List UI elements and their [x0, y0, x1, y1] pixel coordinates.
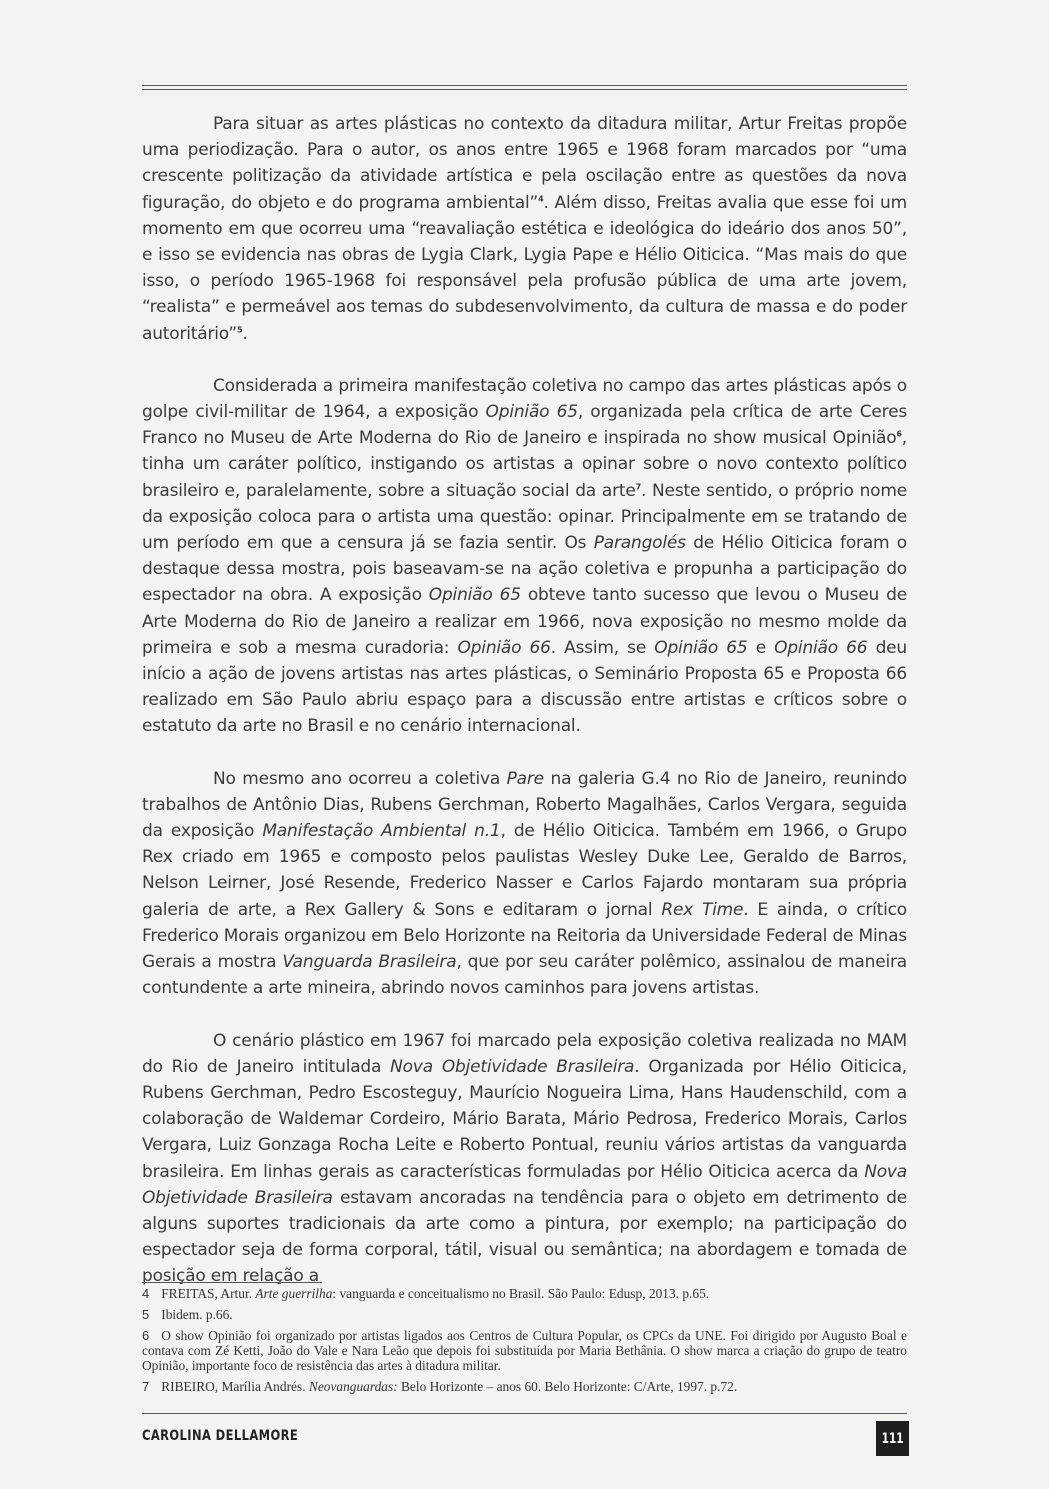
text-run: Belo Horizonte – anos 60. Belo Horizonte: C/Arte, 1997. p.72. [397, 1379, 738, 1394]
text-run: O show Opinião foi organizado por artistas ligados aos Centros de Cultura Popular, os CPCs da UNE. Foi dirigido por Augusto Boal e contava com Zé Ketti, João do Vale e Nara Leão que depois foi substituída por Maria Bethânia. O show marca a criação do grupo de teatro Opinião, importante foco de resistência das artes à ditadura militar. [142, 1328, 907, 1373]
text-run: deu início a ação de jovens artistas nas artes plásticas, o Seminário Proposta 65 e Proposta 66 realizado em São Paulo abriu espaço para a discussão entre artistas e críticos sobre o estatuto da arte no Brasil e no cenário internacional. [142, 637, 908, 737]
italic-text: Opinião 65 [428, 585, 521, 606]
body-text [142, 111, 907, 1290]
footnotes [142, 1286, 907, 1400]
text-run: . Neste sentido, o próprio nome da exposição coloca para o artista uma questão: opinar. Principalmente em se tratando de um período em que a censura já se fazia sentir. Os [142, 480, 907, 554]
footnote-item [142, 1286, 907, 1301]
footnote-item [142, 1328, 907, 1373]
text-run: na galeria G.4 no Rio de Janeiro, reunindo trabalhos de Antônio Dias, Rubens Gerchman, Roberto Magalhães, Carlos Vergara, seguida da exposição [142, 768, 907, 842]
text-run: RIBEIRO, Marília Andrés. [161, 1379, 309, 1394]
italic-text: Rex Time [661, 899, 744, 920]
text-run: , tinha um caráter político, instigando os artistas a opinar sobre o novo contexto político brasileiro e, paralelamente, sobre a situação social da arte [142, 428, 907, 501]
text-run: , organizada pela crítica de arte Ceres Franco no Museu de Arte Moderna do Rio de Janeiro e inspirada no show musical Opinião [142, 402, 907, 449]
text-run: FREITAS, Artur. [161, 1286, 256, 1301]
header-rule-top [142, 85, 907, 86]
footnote-number: 5 [142, 1307, 150, 1322]
paragraph [142, 373, 907, 740]
footnote-ref: 7 [635, 481, 641, 491]
footnote-number: 6 [142, 1328, 150, 1343]
text-run: . [242, 323, 248, 344]
text-run: estavam ancoradas na tendência para o objeto em detrimento de alguns suportes tradicionais da arte como a pintura, por exemplo; na participação do espectador seja de forma corporal, tátil, visual ou semântica; na abordagem e tomada de posição em relação a [142, 1187, 907, 1287]
text-run: . Organizada por Hélio Oiticica, Rubens Gerchman, Pedro Escosteguy, Maurício Nogueira Lima, Hans Haudenschild, com a colaboração de Waldemar Cordeiro, Mário Barata, Mário Pedrosa, Frederico Morais, Carlos Vergara, Luiz Gonzaga Rocha Leite e Roberto Pontual, reuniu vários artistas da vanguarda brasileira. Em linhas gerais as características formuladas por Hélio Oiticica acerca da [142, 1056, 907, 1182]
text-run: , de Hélio Oiticica. Também em 1966, o Grupo Rex criado em 1965 e composto pelos paulistas Wesley Duke Lee, Geraldo de Barros, Nelson Leirner, José Resende, Frederico Nasser e Carlos Fajardo montaram sua própria galeria de arte, a Rex Gallery & Sons e editaram o jornal [142, 821, 907, 920]
italic-text: Arte guerrilha [255, 1286, 333, 1301]
text-run: de Hélio Oiticica foram o destaque dessa mostra, pois baseavam-se na ação coletiva e propunha a participação do espectador na obra. A exposição [142, 533, 907, 606]
text-run: No mesmo ano ocorreu a coletiva [213, 768, 507, 789]
footer-rule [142, 1413, 907, 1414]
text-run: O cenário plástico em 1967 foi marcado pela exposição coletiva realizada no MAM do Rio de Janeiro intitulada [142, 1030, 907, 1077]
text-run: . Além disso, Freitas avalia que esse foi um momento em que ocorreu uma “reavaliação estética e ideológica do ideário dos anos 50”, e isso se evidencia nas obras de Lygia Clark, Lygia Pape e Hélio Oiticica. “Mas mais do que isso, o período 1965-1968 foi responsável pela profusão pública de uma arte jovem, “realista” e permeável aos temas do subdesenvolvimento, da cultura de massa e do poder autoritário” [142, 192, 907, 344]
text-run: , que por seu caráter polêmico, assinalou de maneira contundente a arte mineira, abrindo novos caminhos para jovens artistas. [142, 952, 907, 999]
text-run: obteve tanto sucesso que levou o Museu de Arte Moderna do Rio de Janeiro a realizar em 1966, nova exposição no mesmo molde da primeira e sob a mesma curadoria: [142, 585, 907, 658]
footnote-ref: 5 [236, 324, 243, 334]
paragraph [142, 111, 907, 347]
italic-text: Nova Objetividade Brasileira [142, 1161, 907, 1208]
italic-text: Manifestação Ambiental n.1 [262, 821, 501, 842]
text-run: . E ainda, o crítico Frederico Morais organizou em Belo Horizonte na Reitoria da Universidade Federal de Minas Gerais a mostra [142, 899, 907, 973]
italic-text: Nova Objetividade Brasileira [390, 1056, 635, 1077]
italic-text: Vanguarda Brasileira [282, 952, 457, 973]
footnote-separator [142, 1282, 322, 1283]
paragraph [142, 766, 907, 1002]
footnote-ref: 6 [896, 429, 902, 439]
paragraph [142, 1028, 907, 1290]
footnote-number: 7 [142, 1379, 150, 1394]
text-run: Para situar as artes plásticas no contexto da ditadura militar, Artur Freitas propõe uma periodização. Para o autor, os anos entre 1965 e 1968 foram marcados por “uma crescente politização da atividade artística e pela oscilação entre as questões da nova figuração, do objeto e do programa ambiental” [142, 114, 907, 213]
text-run: . Assim, se [550, 637, 655, 658]
text-run: Considerada a primeira manifestação coletiva no campo das artes plásticas após o golpe civil-militar de 1964, a exposição [142, 375, 907, 423]
italic-text: Opinião 66 [457, 637, 551, 658]
footnote-item [142, 1379, 907, 1394]
text-run: Ibidem. p.66. [161, 1307, 233, 1322]
italic-text: Opinião 65 [654, 637, 748, 658]
footnote-item [142, 1307, 907, 1322]
text-run: e [747, 637, 775, 658]
italic-text: Neovanguardas: [308, 1379, 398, 1394]
italic-text: Parangolés [593, 533, 686, 554]
page-number: 111 [881, 1430, 904, 1447]
italic-text: Pare [506, 768, 544, 789]
footnote-ref: 4 [538, 193, 544, 203]
header-rule-bottom [142, 89, 907, 90]
text-run: : vanguarda e conceitualismo no Brasil. São Paulo: Edusp, 2013. p.65. [332, 1286, 710, 1301]
page-number-badge [876, 1421, 909, 1456]
italic-text: Opinião 65 [485, 402, 578, 423]
footnote-number: 4 [142, 1286, 150, 1301]
author-name: CAROLINA DELLAMORE [142, 1428, 299, 1444]
italic-text: Opinião 66 [774, 637, 868, 658]
